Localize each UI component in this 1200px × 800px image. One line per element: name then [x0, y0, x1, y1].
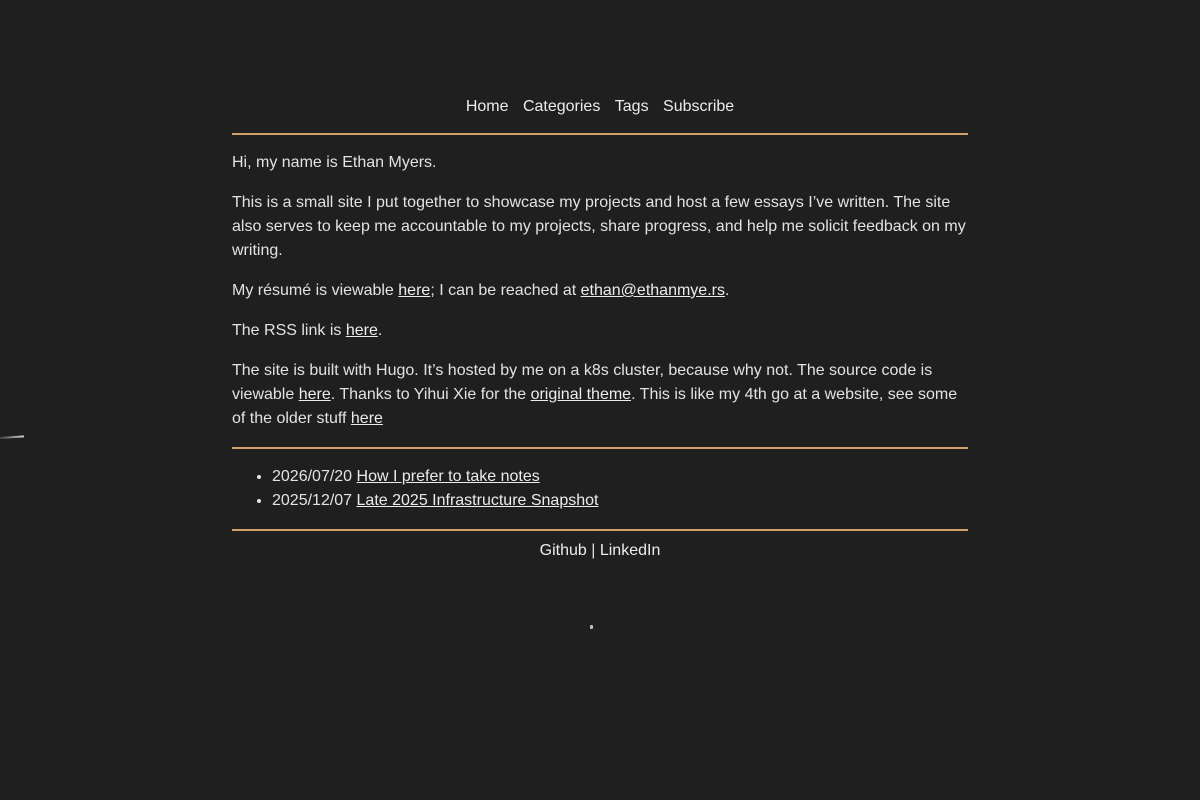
post-date: 2026/07/20: [272, 468, 353, 485]
background-speck: [590, 625, 593, 629]
built-paragraph: [232, 359, 968, 431]
about-text: This is a small site I put together to showcase my projects and host a few essays I’ve written. The site also serves to keep me accountable to my projects, share progress, and help me solicit feedback on my writing.: [232, 194, 966, 259]
section-divider: [232, 447, 968, 449]
list-item: [272, 465, 968, 489]
original-theme-link[interactable]: original theme: [530, 386, 632, 403]
rss-paragraph: [232, 319, 968, 343]
background-streak: [0, 435, 24, 439]
resume-middle: ; I can be reached at: [430, 282, 581, 299]
nav-categories-link[interactable]: Categories: [522, 98, 601, 115]
resume-suffix: .: [724, 282, 730, 299]
nav-subscribe-link[interactable]: Subscribe: [663, 98, 735, 115]
main-nav: [232, 95, 968, 135]
resume-paragraph: [232, 279, 968, 303]
post-date: 2025/12/07: [272, 492, 353, 509]
page-container: [232, 95, 968, 563]
built-middle: . Thanks to Yihui Xie for the: [330, 386, 531, 403]
post-link[interactable]: How I prefer to take notes: [356, 468, 540, 485]
rss-prefix: The RSS link is: [232, 322, 346, 339]
source-code-link[interactable]: here: [298, 386, 331, 403]
linkedin-link[interactable]: LinkedIn: [599, 542, 661, 559]
post-link[interactable]: Late 2025 Infrastructure Snapshot: [356, 492, 599, 509]
older-stuff-link[interactable]: here: [350, 410, 383, 427]
email-link[interactable]: ethan@ethanmye.rs: [580, 282, 725, 299]
footer-separator: |: [591, 542, 596, 559]
built-prefix: The site is built with Hugo. It’s hosted by me on a k8s cluster, because why not. The source code is viewable: [232, 362, 933, 403]
built-middle-2: . This is like my 4th go at a website, see some of the older stuff: [232, 386, 958, 427]
greeting-text: Hi, my name is Ethan Myers.: [232, 154, 437, 171]
resume-link[interactable]: here: [398, 282, 431, 299]
nav-home-link[interactable]: Home: [465, 98, 509, 115]
rss-suffix: .: [377, 322, 383, 339]
list-item: [272, 489, 968, 513]
github-link[interactable]: Github: [539, 542, 587, 559]
post-list: [232, 465, 968, 513]
footer: [232, 531, 968, 563]
resume-prefix: My résumé is viewable: [232, 282, 399, 299]
intro-section: [232, 135, 968, 431]
nav-tags-link[interactable]: Tags: [614, 98, 649, 115]
rss-link[interactable]: here: [345, 322, 378, 339]
